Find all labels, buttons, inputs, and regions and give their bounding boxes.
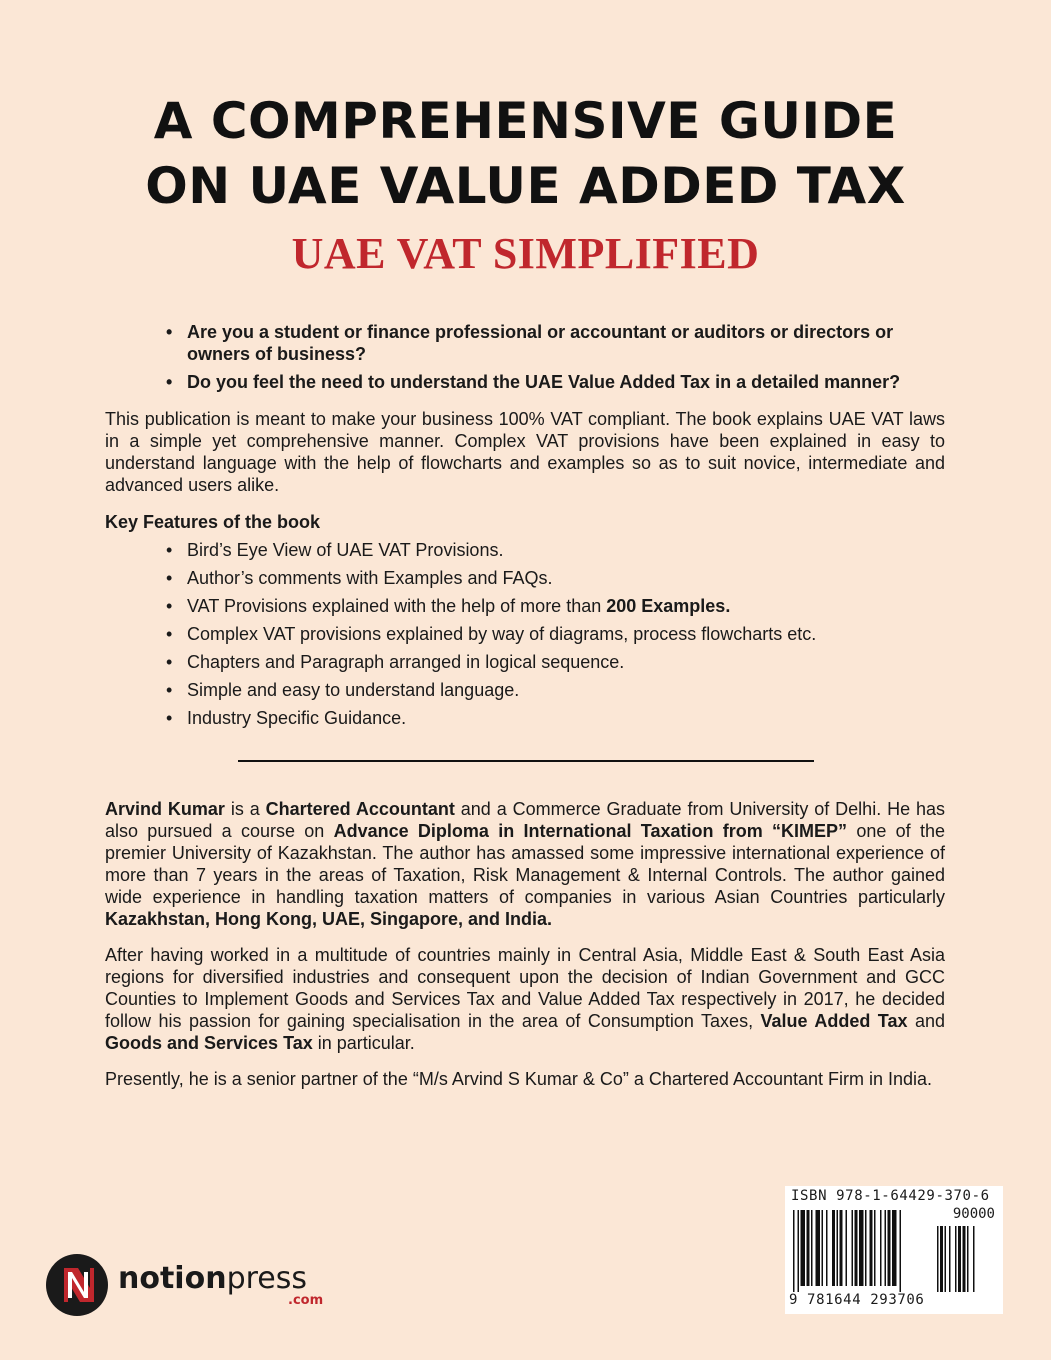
feature-item: • Complex VAT provisions explained by way of diagrams, process flowcharts etc.	[166, 623, 946, 645]
bio-text: one of the premier University of Kazakhstan. The author has amassed some impressive international experience of more than 7 years in the areas of Taxation, Risk Management & Internal Controls. The author gained wide experience in handling taxation matters of companies in various Asian Countries particularly	[105, 821, 945, 907]
key-features-list	[166, 539, 946, 735]
bio-text: and	[907, 1011, 945, 1031]
barcode-bars	[793, 1210, 933, 1292]
author-bio-paragraph	[105, 798, 945, 930]
question-list	[166, 321, 956, 399]
key-features-heading: Key Features of the book	[105, 512, 321, 532]
feature-item	[166, 595, 946, 617]
bio-bold: Advance Diploma in International Taxation from “KIMEP”	[333, 821, 848, 841]
feature-item: • Author’s comments with Examples and FAQs.	[166, 567, 946, 589]
bio-text: is a	[224, 799, 266, 819]
title-line-2: ON UAE VALUE ADDED TAX	[145, 157, 906, 215]
question-item: • Do you feel the need to understand the UAE Value Added Tax in a detailed manner?	[166, 371, 956, 393]
price-code: 90000	[949, 1206, 999, 1222]
author-name: Arvind Kumar	[105, 799, 225, 819]
divider	[238, 760, 814, 762]
feature-text: VAT Provisions explained with the help of more than	[187, 596, 607, 616]
feature-item: • Chapters and Paragraph arranged in logical sequence.	[166, 651, 946, 673]
intro-paragraph: This publication is meant to make your business 100% VAT compliant. The book explains UAE VAT laws in a simple yet comprehensive manner. Complex VAT provisions have been explained in easy to understand language with the help of flowcharts and examples so as to suit novice, intermediate and advanced users alike.	[105, 409, 945, 495]
bio-text: and a Commerce Graduate from University of Delhi. He has also pursued a course on	[105, 799, 946, 841]
isbn-label: ISBN 978-1-64429-370-6	[791, 1188, 990, 1204]
current-role-paragraph: Presently, he is a senior partner of the “M/s Arvind S Kumar & Co” a Chartered Accountant Firm in India.	[105, 1069, 933, 1089]
isbn-barcode	[785, 1186, 1003, 1314]
feature-item: • Industry Specific Guidance.	[166, 707, 946, 729]
feature-item: • Simple and easy to understand language.	[166, 679, 946, 701]
career-paragraph	[105, 944, 945, 1054]
feature-bold: 200 Examples.	[606, 596, 731, 616]
publisher-name-light: press	[226, 1261, 307, 1296]
bio-bold: Goods and Services Tax	[105, 1033, 313, 1053]
subtitle: UAE VAT SIMPLIFIED	[291, 229, 760, 278]
bio-bold: Value Added Tax	[760, 1011, 908, 1031]
title-line-1: A COMPREHENSIVE GUIDE	[153, 92, 898, 150]
feature-item: • Bird’s Eye View of UAE VAT Provisions.	[166, 539, 946, 561]
bio-text: After having worked in a multitude of countries mainly in Central Asia, Middle East & South East Asia regions for diversified industries and consequent upon the decision of Indian Government and GCC Counties to Implement Goods and Services Tax and Value Added Tax respectively in 2017, he decided follow his passion for gaining specialisation in the area of Consumption Taxes,	[105, 945, 945, 1031]
addon-barcode	[937, 1226, 997, 1292]
bio-bold: Chartered Accountant	[265, 799, 455, 819]
bio-bold: Kazakhstan, Hong Kong, UAE, Singapore, and India.	[105, 909, 553, 929]
notionpress-logo-icon	[44, 1252, 110, 1318]
bio-text: in particular.	[312, 1033, 415, 1053]
isbn-digits: 9 781644 293706	[789, 1292, 925, 1308]
question-item: • Are you a student or finance professional or accountant or auditors or directors or owners of business?	[166, 321, 956, 365]
publisher-name	[118, 1262, 307, 1296]
publisher-domain: .com	[288, 1293, 324, 1308]
publisher-name-bold: notion	[118, 1261, 227, 1296]
